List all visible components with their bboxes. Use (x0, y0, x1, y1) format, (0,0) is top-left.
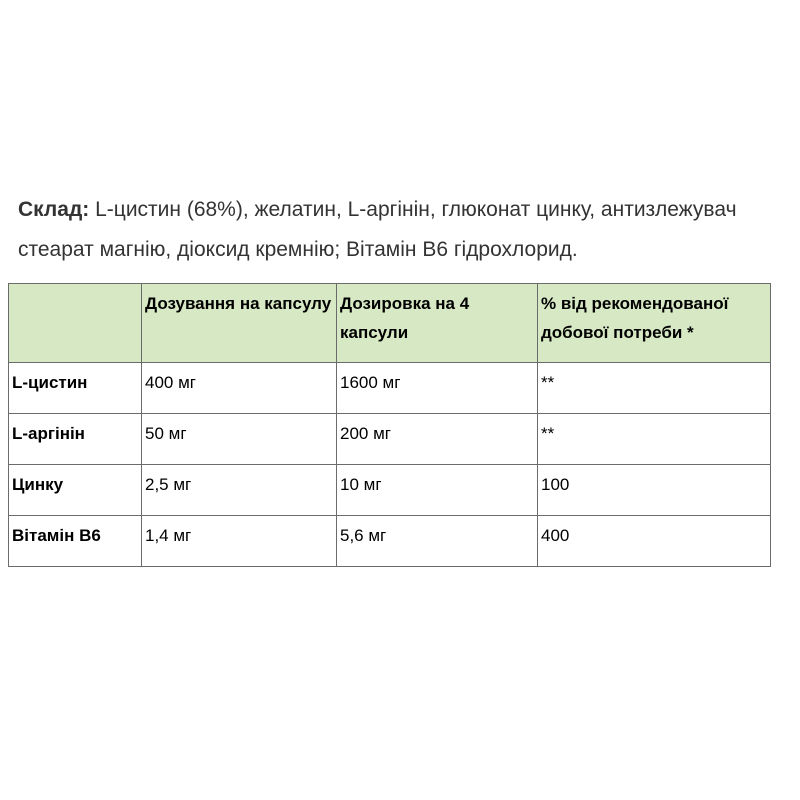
table-row (9, 363, 771, 414)
dose-per-4-capsules-cell: 200 мг (337, 414, 538, 465)
ingredient-name-cell: L-аргінін (9, 414, 142, 465)
header-cell-dose-per-4-capsules: Дозировка на 4 капсули (337, 284, 538, 363)
dose-per-capsule-cell: 50 мг (142, 414, 337, 465)
ingredients-table (8, 283, 771, 567)
header-cell-empty (9, 284, 142, 363)
table-row (9, 414, 771, 465)
header-cell-daily-value: % від рекомендованої добової потреби * (538, 284, 771, 363)
composition-line-1 (18, 190, 788, 230)
table-row (9, 465, 771, 516)
composition-line-2: стеарат магнію, діоксид кремнію; Вітамін В6 гідрохлорид. (18, 238, 578, 261)
dose-per-4-capsules-cell: 1600 мг (337, 363, 538, 414)
daily-value-cell: 100 (538, 465, 771, 516)
dose-per-capsule-cell: 400 мг (142, 363, 337, 414)
daily-value-cell: ** (538, 363, 771, 414)
table-header (9, 284, 771, 363)
ingredient-name-cell: Цинку (9, 465, 142, 516)
daily-value-cell: ** (538, 414, 771, 465)
dose-per-capsule-cell: 2,5 мг (142, 465, 337, 516)
dose-per-capsule-cell: 1,4 мг (142, 516, 337, 567)
composition-ingredients-1: L-цистин (68%), желатин, L-аргінін, глюконат цинку, антизлежувач (89, 198, 737, 221)
ingredient-name-cell: L-цистин (9, 363, 142, 414)
composition-text (18, 190, 788, 270)
dose-per-4-capsules-cell: 5,6 мг (337, 516, 538, 567)
dose-per-4-capsules-cell: 10 мг (337, 465, 538, 516)
ingredient-name-cell: Вітамін В6 (9, 516, 142, 567)
daily-value-cell: 400 (538, 516, 771, 567)
header-row (9, 284, 771, 363)
table-row (9, 516, 771, 567)
composition-label: Склад: (18, 198, 90, 221)
header-cell-dose-per-capsule: Дозування на капсулу (142, 284, 337, 363)
